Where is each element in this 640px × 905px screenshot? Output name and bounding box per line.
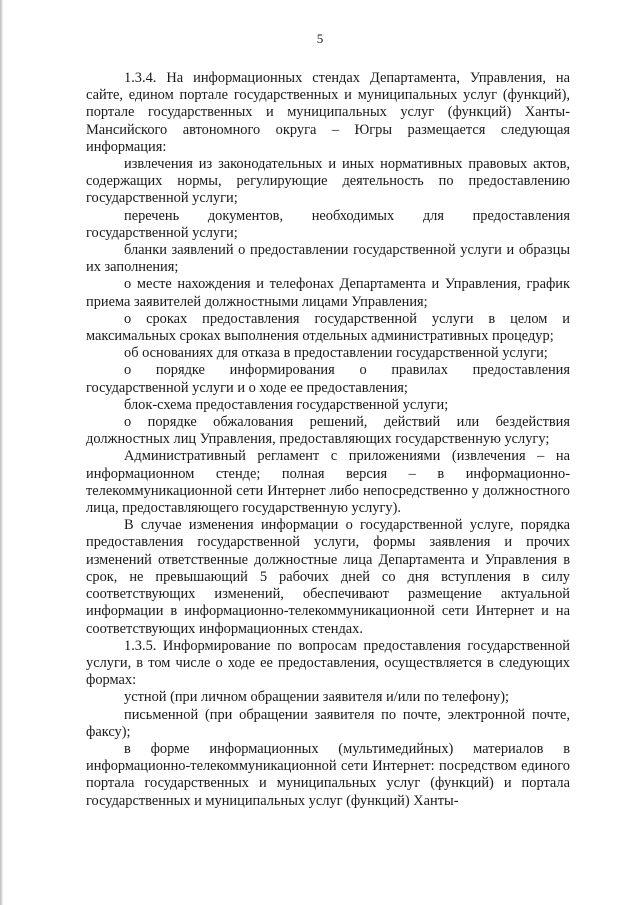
list-item-service-terms: о сроках предоставления государственной услуги в целом и максимальных сроках выполнения отдельных административных процедур; — [86, 310, 570, 345]
list-item-oral-form: устной (при личном обращении заявителя и/или по телефону); — [124, 689, 510, 706]
page-number: 5 — [316, 31, 324, 46]
page-left-edge-shadow — [0, 0, 3, 905]
paragraph-info-update: В случае изменения информации о государственной услуге, порядка предоставления государственной услуги, формы заявления и прочих изменений ответственные должностные лица Департамента и Управления в срок, не превышающий 5 рабочих дней со дня вступления в силу соответствующих изменений, обеспечивают размещение актуальной информации в информационно-телекоммуникационной сети Интернет и на соответствующих информационных стендах. — [86, 517, 570, 637]
list-item-flowchart: блок-схема предоставления государственной услуги; — [124, 396, 449, 413]
list-item-location-phones: о месте нахождения и телефонах Департамента и Управления, график приема заявителей должностными лицами Управления; — [86, 276, 570, 310]
list-item-information-procedure: о порядке информирования о правилах предоставления государственной услуги и о ходе ее предоставления; — [86, 362, 570, 396]
list-item-legal-extracts: извлечения из законодательных и иных нормативных правовых актов, содержащих нормы, регулирующие деятельность по предоставлению государственной услуги; — [86, 156, 570, 207]
paragraph-1-3-4-intro: 1.3.4. На информационных стендах Департамента, Управления, на сайте, едином портале государственных и муниципальных услуг (функций), портале государственных и муниципальных услуг (функций) Ханты-Мансийского автономного округа – Югры размещается следующая информация: — [86, 70, 570, 155]
list-item-refusal-grounds: об основаниях для отказа в предоставлении государственной услуги; — [124, 345, 548, 362]
list-item-documents-list: перечень документов, необходимых для предоставления государственной услуги; — [86, 207, 570, 241]
list-item-multimedia-form: в форме информационных (мультимедийных) материалов в информационно-телекоммуникационной сети Интернет: посредством единого портала государственных и муниципальных услуг (функций) и портала государственных и муниципальных услуг (функций) Ханты- — [86, 740, 570, 809]
list-item-admin-regulation: Административный регламент с приложениями (извлечения – на информационном стенде; полная версия – в информационно-телекоммуникационной сети Интернет либо непосредственно у должностного лица, предоставляющего государственную услугу). — [86, 448, 570, 517]
list-item-written-form: письменной (при обращении заявителя по почте, электронной почте, факсу); — [86, 706, 570, 740]
paragraph-1-3-5-intro: 1.3.5. Информирование по вопросам предоставления государственной услуги, в том числе о ходе ее предоставления, осуществляется в следующих формах: — [86, 637, 570, 689]
document-body — [86, 70, 570, 810]
list-item-appeal-procedure: о порядке обжалования решений, действий или бездействия должностных лиц Управления, предоставляющих государственную услугу; — [86, 414, 570, 448]
list-item-application-forms: бланки заявлений о предоставлении государственной услуги и образцы их заполнения; — [86, 242, 570, 276]
